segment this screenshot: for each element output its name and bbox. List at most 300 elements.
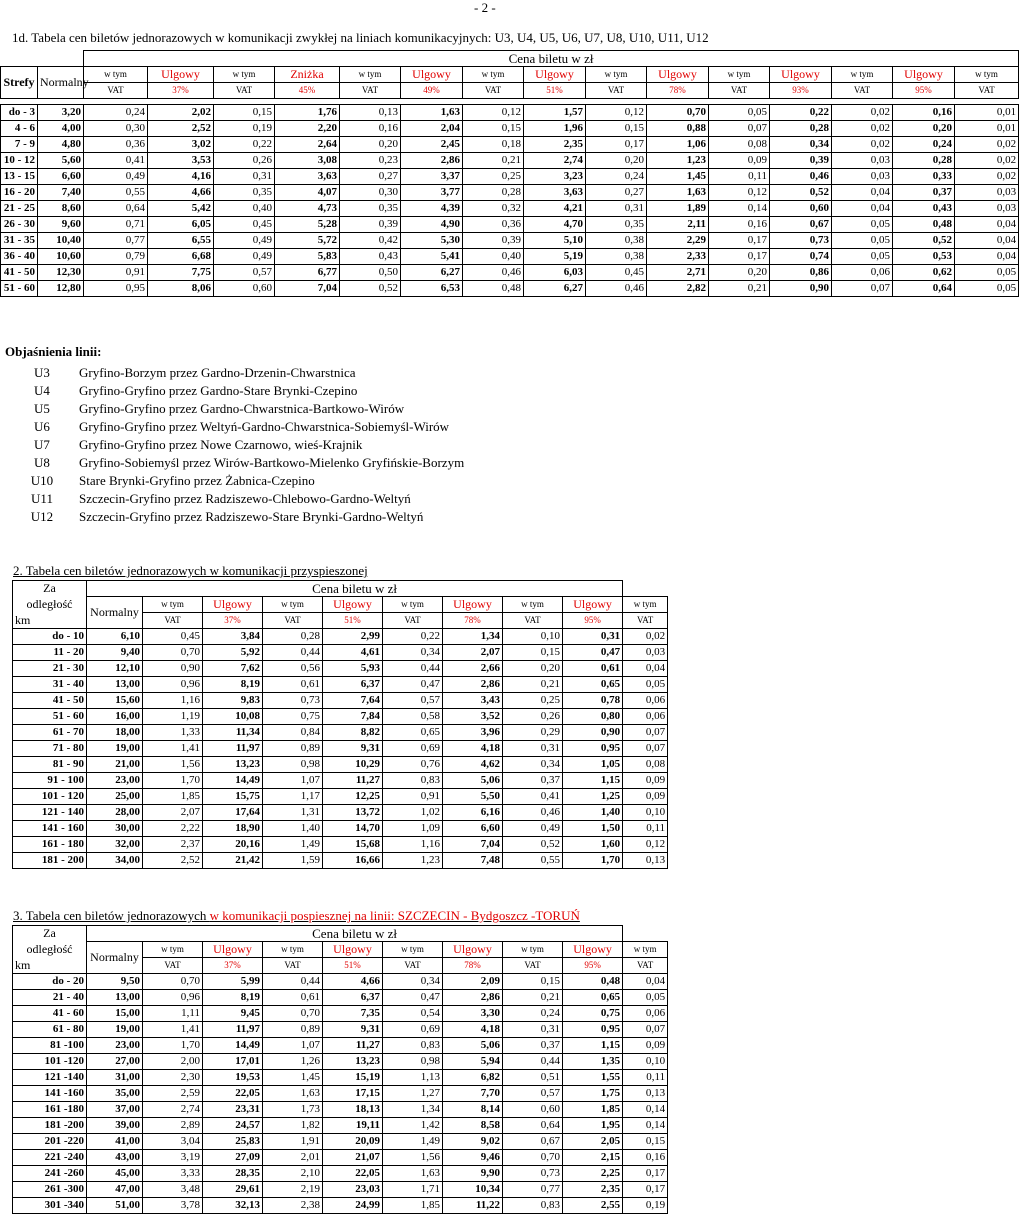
t2-caption-row <box>13 581 668 597</box>
zone-cell: do - 3 <box>1 105 38 121</box>
vat-header: VAT <box>263 958 323 974</box>
t2-odleglosc-label: odległość <box>13 597 87 613</box>
price-cell: 0,02 <box>832 121 893 137</box>
price-cell: 1,63 <box>647 185 709 201</box>
price-cell: 0,28 <box>263 629 323 645</box>
table-row <box>13 773 668 789</box>
price-cell: 9,02 <box>443 1134 503 1150</box>
line-code: U5 <box>34 401 50 416</box>
price-cell: 4,61 <box>323 645 383 661</box>
ulgowy-header: Ulgowy <box>203 597 263 613</box>
price-cell: 0,44 <box>263 645 323 661</box>
price-cell: 0,31 <box>503 741 563 757</box>
price-cell: 0,15 <box>214 105 275 121</box>
table-row <box>13 990 668 1006</box>
price-cell: 0,35 <box>214 185 275 201</box>
price-cell: 0,69 <box>383 1022 443 1038</box>
price-cell: 0,03 <box>832 169 893 185</box>
price-cell: 1,56 <box>383 1150 443 1166</box>
price-cell: 12,80 <box>38 281 84 297</box>
price-cell: 0,75 <box>263 709 323 725</box>
table-row <box>1 121 1019 137</box>
price-cell: 1,45 <box>647 169 709 185</box>
price-cell: 5,50 <box>443 789 503 805</box>
price-cell: 5,99 <box>203 974 263 990</box>
distance-cell: 91 - 100 <box>13 773 87 789</box>
price-cell: 0,20 <box>340 137 401 153</box>
price-cell: 0,37 <box>503 1038 563 1054</box>
price-cell: 0,55 <box>84 185 148 201</box>
table1-caption-row <box>1 51 1019 67</box>
price-cell: 0,58 <box>383 709 443 725</box>
price-cell: 0,10 <box>623 805 668 821</box>
ulgowy-header: Ulgowy <box>524 67 586 83</box>
price-cell: 9,60 <box>38 217 84 233</box>
price-cell: 13,23 <box>323 1054 383 1070</box>
price-cell: 4,80 <box>38 137 84 153</box>
price-cell: 0,07 <box>623 725 668 741</box>
price-cell: 1,11 <box>143 1006 203 1022</box>
price-cell: 0,52 <box>770 185 832 201</box>
percent-header: 51% <box>323 958 383 974</box>
price-cell: 1,60 <box>563 837 623 853</box>
price-cell: 0,54 <box>383 1006 443 1022</box>
price-cell: 34,00 <box>87 853 143 869</box>
price-cell: 14,70 <box>323 821 383 837</box>
price-cell: 0,37 <box>893 185 955 201</box>
ulgowy-header: Ulgowy <box>323 597 383 613</box>
price-cell: 1,15 <box>563 1038 623 1054</box>
price-cell: 2,38 <box>263 1198 323 1214</box>
wtym-header: w tym <box>709 67 770 83</box>
wtym-header: w tym <box>955 67 1019 83</box>
distance-cell: 221 -240 <box>13 1150 87 1166</box>
table3-title <box>13 908 580 924</box>
price-cell: 4,66 <box>323 974 383 990</box>
price-cell: 2,05 <box>563 1134 623 1150</box>
price-cell: 0,38 <box>586 233 647 249</box>
price-cell: 0,14 <box>623 1102 668 1118</box>
line-route: Gryfino-Gryfino przez Gardno-Chwarstnica-Bartkowo-Wirów <box>79 401 405 416</box>
wtym-header: w tym <box>383 597 443 613</box>
price-cell: 16,00 <box>87 709 143 725</box>
wtym-header: w tym <box>586 67 647 83</box>
table-row <box>13 1198 668 1214</box>
price-cell: 15,00 <box>87 1006 143 1022</box>
price-cell: 15,75 <box>203 789 263 805</box>
price-cell: 0,01 <box>955 105 1019 121</box>
table1-caption: Cena biletu w zł <box>84 51 1019 67</box>
price-cell: 0,05 <box>832 217 893 233</box>
price-cell: 0,61 <box>263 677 323 693</box>
table-row <box>13 1166 668 1182</box>
price-cell: 1,17 <box>263 789 323 805</box>
price-cell: 0,20 <box>709 265 770 281</box>
t3-caption: Cena biletu w zł <box>87 926 623 942</box>
price-cell: 21,07 <box>323 1150 383 1166</box>
price-cell: 24,99 <box>323 1198 383 1214</box>
price-cell: 23,03 <box>323 1182 383 1198</box>
table-row <box>13 741 668 757</box>
price-cell: 0,03 <box>955 185 1019 201</box>
price-cell: 1,50 <box>563 821 623 837</box>
price-cell: 0,27 <box>586 185 647 201</box>
table1-title: 1d. Tabela cen biletów jednorazowych w komunikacji zwykłej na liniach komunikacyjnych: U3, U4, U5, U6, U7, U8, U10, U11, U12 <box>12 30 709 45</box>
price-cell: 0,47 <box>383 990 443 1006</box>
line-route: Gryfino-Gryfino przez Weltyń-Gardno-Chwarstnica-Sobiemyśl-Wirów <box>79 419 450 434</box>
table-row <box>1 281 1019 297</box>
percent-header: 49% <box>401 83 463 99</box>
price-cell: 0,21 <box>709 281 770 297</box>
percent-header: 93% <box>770 83 832 99</box>
price-cell: 0,15 <box>586 121 647 137</box>
price-cell: 1,96 <box>524 121 586 137</box>
price-cell: 0,60 <box>770 201 832 217</box>
price-cell: 0,13 <box>623 1086 668 1102</box>
distance-cell: 301 -340 <box>13 1198 87 1214</box>
price-cell: 1,63 <box>401 105 463 121</box>
price-cell: 4,16 <box>148 169 214 185</box>
price-cell: 18,00 <box>87 725 143 741</box>
price-cell: 25,83 <box>203 1134 263 1150</box>
distance-cell: 261 -300 <box>13 1182 87 1198</box>
price-cell: 8,14 <box>443 1102 503 1118</box>
price-cell: 0,44 <box>383 661 443 677</box>
price-cell: 0,46 <box>463 265 524 281</box>
price-cell: 6,03 <box>524 265 586 281</box>
price-cell: 1,91 <box>263 1134 323 1150</box>
wtym-header: w tym <box>832 67 893 83</box>
price-cell: 0,17 <box>623 1166 668 1182</box>
price-cell: 1,34 <box>383 1102 443 1118</box>
zone-cell: 7 - 9 <box>1 137 38 153</box>
price-cell: 31,00 <box>87 1070 143 1086</box>
line-route: Gryfino-Gryfino przez Nowe Czarnowo, wieś-Krajnik <box>79 437 363 452</box>
table-row <box>1 217 1019 233</box>
price-cell: 0,88 <box>647 121 709 137</box>
price-cell: 15,19 <box>323 1070 383 1086</box>
price-cell: 0,47 <box>383 677 443 693</box>
price-cell: 6,37 <box>323 677 383 693</box>
distance-cell: 41 - 60 <box>13 1006 87 1022</box>
price-cell: 0,06 <box>623 1006 668 1022</box>
table-row <box>1 105 1019 121</box>
price-cell: 1,06 <box>647 137 709 153</box>
price-cell: 16,66 <box>323 853 383 869</box>
price-cell: 13,00 <box>87 990 143 1006</box>
price-cell: 0,07 <box>623 1022 668 1038</box>
price-cell: 1,40 <box>263 821 323 837</box>
normalny-header: Normalny <box>38 67 84 99</box>
price-cell: 0,04 <box>623 661 668 677</box>
price-cell: 0,11 <box>623 1070 668 1086</box>
distance-cell: 141 -160 <box>13 1086 87 1102</box>
price-cell: 2,19 <box>263 1182 323 1198</box>
price-cell: 5,10 <box>524 233 586 249</box>
price-cell: 0,86 <box>770 265 832 281</box>
price-cell: 0,65 <box>383 725 443 741</box>
price-cell: 9,50 <box>87 974 143 990</box>
table-row <box>1 153 1019 169</box>
price-cell: 0,24 <box>893 137 955 153</box>
price-cell: 2,04 <box>401 121 463 137</box>
price-cell: 1,73 <box>263 1102 323 1118</box>
price-cell: 4,07 <box>275 185 340 201</box>
legend-item <box>5 382 464 400</box>
price-cell: 1,07 <box>263 773 323 789</box>
price-cell: 17,15 <box>323 1086 383 1102</box>
price-cell: 25,00 <box>87 789 143 805</box>
price-cell: 5,60 <box>38 153 84 169</box>
price-cell: 3,77 <box>401 185 463 201</box>
distance-cell: 161 -180 <box>13 1102 87 1118</box>
price-cell: 1,42 <box>383 1118 443 1134</box>
vat-header: VAT <box>383 613 443 629</box>
price-cell: 0,83 <box>503 1198 563 1214</box>
price-cell: 11,34 <box>203 725 263 741</box>
price-cell: 0,55 <box>503 853 563 869</box>
legend-item <box>5 436 464 454</box>
table-row <box>13 1022 668 1038</box>
price-cell: 0,19 <box>623 1198 668 1214</box>
price-cell: 5,72 <box>275 233 340 249</box>
price-cell: 0,13 <box>340 105 401 121</box>
table1-subheader-row <box>1 83 1019 99</box>
price-cell: 0,61 <box>263 990 323 1006</box>
price-cell: 35,00 <box>87 1086 143 1102</box>
table-row <box>13 757 668 773</box>
price-cell: 0,31 <box>586 201 647 217</box>
price-cell: 0,08 <box>623 757 668 773</box>
price-cell: 5,42 <box>148 201 214 217</box>
distance-cell: 101 -120 <box>13 1054 87 1070</box>
price-cell: 2,52 <box>148 121 214 137</box>
zone-cell: 4 - 6 <box>1 121 38 137</box>
price-cell: 2,52 <box>143 853 203 869</box>
price-cell: 0,21 <box>503 990 563 1006</box>
price-cell: 6,68 <box>148 249 214 265</box>
price-cell: 1,15 <box>563 773 623 789</box>
price-cell: 0,04 <box>832 201 893 217</box>
price-cell: 27,09 <box>203 1150 263 1166</box>
vat-header: VAT <box>503 613 563 629</box>
price-cell: 1,89 <box>647 201 709 217</box>
wtym-header: w tym <box>214 67 275 83</box>
price-cell: 1,75 <box>563 1086 623 1102</box>
percent-header: 78% <box>443 613 503 629</box>
price-cell: 0,48 <box>893 217 955 233</box>
percent-header: 78% <box>647 83 709 99</box>
price-cell: 0,28 <box>770 121 832 137</box>
price-cell: 0,03 <box>623 645 668 661</box>
ulgowy-header: Ulgowy <box>563 597 623 613</box>
price-cell: 0,57 <box>503 1086 563 1102</box>
price-cell: 0,77 <box>503 1182 563 1198</box>
price-cell: 0,03 <box>832 153 893 169</box>
table-row <box>13 1006 668 1022</box>
price-cell: 0,57 <box>214 265 275 281</box>
price-cell: 1,35 <box>563 1054 623 1070</box>
distance-cell: 141 - 160 <box>13 821 87 837</box>
distance-cell: 121 - 140 <box>13 805 87 821</box>
price-cell: 6,10 <box>87 629 143 645</box>
table2 <box>12 580 668 869</box>
price-cell: 7,35 <box>323 1006 383 1022</box>
price-cell: 0,73 <box>263 693 323 709</box>
price-cell: 3,52 <box>443 709 503 725</box>
price-cell: 3,48 <box>143 1182 203 1198</box>
price-cell: 0,12 <box>586 105 647 121</box>
price-cell: 0,91 <box>383 789 443 805</box>
price-cell: 9,46 <box>443 1150 503 1166</box>
price-cell: 0,35 <box>586 217 647 233</box>
price-cell: 0,64 <box>84 201 148 217</box>
table3-title-b: w komunikacji pospiesznej na linii: SZCZECIN - Bydgoszcz -TORUŃ <box>209 908 580 923</box>
price-cell: 0,22 <box>383 629 443 645</box>
price-cell: 13,72 <box>323 805 383 821</box>
price-cell: 3,63 <box>275 169 340 185</box>
price-cell: 0,16 <box>623 1150 668 1166</box>
price-cell: 0,24 <box>84 105 148 121</box>
price-cell: 0,76 <box>383 757 443 773</box>
wtym-header: w tym <box>84 67 148 83</box>
table1 <box>0 50 1019 297</box>
wtym-header: w tym <box>503 597 563 613</box>
price-cell: 1,40 <box>563 805 623 821</box>
line-route: Szczecin-Gryfino przez Radziszewo-Chlebowo-Gardno-Weltyń <box>79 491 411 506</box>
price-cell: 47,00 <box>87 1182 143 1198</box>
price-cell: 2,15 <box>563 1150 623 1166</box>
table-row <box>13 1150 668 1166</box>
vat-header: VAT <box>84 83 148 99</box>
distance-cell: do - 10 <box>13 629 87 645</box>
legend-item <box>5 472 464 490</box>
distance-cell: 21 - 40 <box>13 990 87 1006</box>
price-cell: 0,16 <box>709 217 770 233</box>
price-cell: 3,04 <box>143 1134 203 1150</box>
price-cell: 22,05 <box>203 1086 263 1102</box>
price-cell: 21,42 <box>203 853 263 869</box>
price-cell: 0,19 <box>214 121 275 137</box>
price-cell: 0,12 <box>623 837 668 853</box>
price-cell: 17,01 <box>203 1054 263 1070</box>
ulgowy-header: Ulgowy <box>563 942 623 958</box>
price-cell: 0,70 <box>647 105 709 121</box>
price-cell: 0,34 <box>770 137 832 153</box>
price-cell: 0,89 <box>263 741 323 757</box>
price-cell: 2,07 <box>143 805 203 821</box>
price-cell: 0,33 <box>893 169 955 185</box>
price-cell: 0,08 <box>709 137 770 153</box>
price-cell: 11,22 <box>443 1198 503 1214</box>
table-row <box>1 201 1019 217</box>
price-cell: 7,62 <box>203 661 263 677</box>
t2-caption: Cena biletu w zł <box>87 581 623 597</box>
price-cell: 0,01 <box>955 121 1019 137</box>
zone-cell: 21 - 25 <box>1 201 38 217</box>
price-cell: 1,07 <box>263 1038 323 1054</box>
price-cell: 3,20 <box>38 105 84 121</box>
price-cell: 0,07 <box>623 741 668 757</box>
price-cell: 0,16 <box>340 121 401 137</box>
price-cell: 19,53 <box>203 1070 263 1086</box>
price-cell: 0,06 <box>832 265 893 281</box>
price-cell: 2,33 <box>647 249 709 265</box>
distance-cell: 81 - 90 <box>13 757 87 773</box>
price-cell: 0,09 <box>623 773 668 789</box>
price-cell: 0,09 <box>709 153 770 169</box>
distance-cell: 181 - 200 <box>13 853 87 869</box>
distance-cell: 51 - 60 <box>13 709 87 725</box>
price-cell: 9,40 <box>87 645 143 661</box>
line-route: Gryfino-Borzym przez Gardno-Drzenin-Chwarstnica <box>79 365 356 380</box>
legend-title: Objaśnienia linii: <box>5 344 102 359</box>
price-cell: 2,86 <box>401 153 463 169</box>
t3-km-label: km <box>13 958 87 974</box>
price-cell: 3,23 <box>524 169 586 185</box>
price-cell: 0,20 <box>586 153 647 169</box>
price-cell: 0,46 <box>586 281 647 297</box>
table-row <box>13 1070 668 1086</box>
price-cell: 19,11 <box>323 1118 383 1134</box>
price-cell: 1,33 <box>143 725 203 741</box>
price-cell: 2,71 <box>647 265 709 281</box>
price-cell: 0,05 <box>832 249 893 265</box>
price-cell: 0,42 <box>340 233 401 249</box>
price-cell: 0,45 <box>143 629 203 645</box>
table-row <box>13 974 668 990</box>
price-cell: 1,05 <box>563 757 623 773</box>
price-cell: 32,13 <box>203 1198 263 1214</box>
price-cell: 0,37 <box>503 773 563 789</box>
price-cell: 29,61 <box>203 1182 263 1198</box>
price-cell: 0,65 <box>563 677 623 693</box>
price-cell: 1,76 <box>275 105 340 121</box>
price-cell: 0,45 <box>214 217 275 233</box>
price-cell: 6,27 <box>401 265 463 281</box>
table-row <box>13 853 668 869</box>
price-cell: 11,27 <box>323 1038 383 1054</box>
price-cell: 5,06 <box>443 1038 503 1054</box>
legend-item <box>5 490 464 508</box>
price-cell: 7,04 <box>443 837 503 853</box>
price-cell: 0,10 <box>623 1054 668 1070</box>
distance-cell: 201 -220 <box>13 1134 87 1150</box>
price-cell: 0,52 <box>893 233 955 249</box>
vat-header: VAT <box>143 958 203 974</box>
table-row <box>13 629 668 645</box>
page-number: - 2 - <box>474 0 496 15</box>
table-row <box>13 1102 668 1118</box>
price-cell: 10,34 <box>443 1182 503 1198</box>
vat-header: VAT <box>709 83 770 99</box>
ulgowy-header: Ulgowy <box>647 67 709 83</box>
price-cell: 1,13 <box>383 1070 443 1086</box>
price-cell: 4,18 <box>443 1022 503 1038</box>
wtym-header: w tym <box>340 67 401 83</box>
price-cell: 2,89 <box>143 1118 203 1134</box>
table-row <box>13 1134 668 1150</box>
price-cell: 0,56 <box>263 661 323 677</box>
price-cell: 6,60 <box>38 169 84 185</box>
price-cell: 0,61 <box>563 661 623 677</box>
price-cell: 11,27 <box>323 773 383 789</box>
price-cell: 2,74 <box>524 153 586 169</box>
price-cell: 0,67 <box>770 217 832 233</box>
wtym-header: w tym <box>623 942 668 958</box>
price-cell: 2,37 <box>143 837 203 853</box>
price-cell: 0,04 <box>955 217 1019 233</box>
